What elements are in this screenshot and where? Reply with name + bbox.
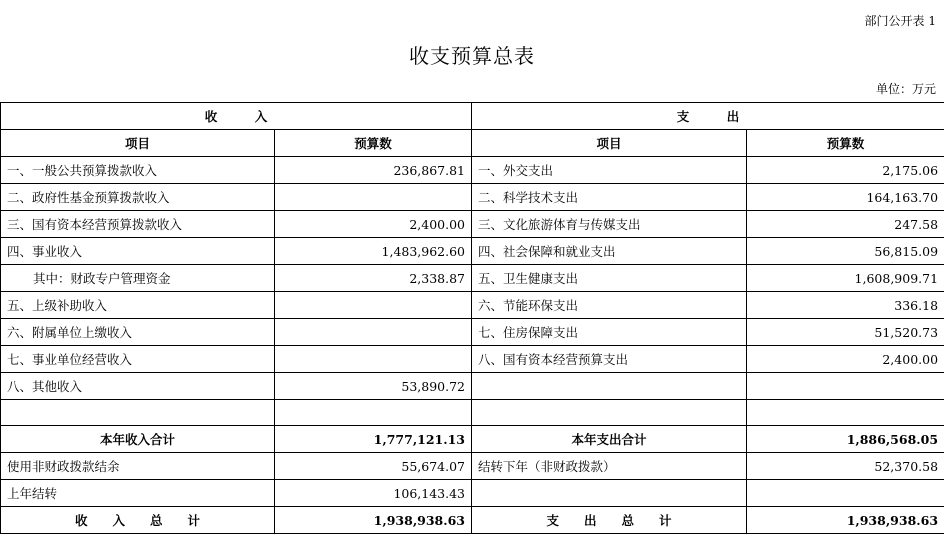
income-item: 七、事业单位经营收入: [1, 346, 275, 373]
table-row: [1, 211, 944, 238]
expense-value: [747, 400, 944, 426]
expense-total-value: 1,938,938.63: [747, 507, 944, 534]
budget-summary-table: [0, 102, 944, 534]
expense-value: 52,370.58: [747, 453, 944, 480]
grand-total-row: [1, 507, 944, 534]
table-row: [1, 453, 944, 480]
expense-value: 2,175.06: [747, 157, 944, 184]
income-value: 53,890.72: [275, 373, 472, 400]
table-row: [1, 373, 944, 400]
section-header-row: [1, 103, 944, 130]
income-value: [275, 184, 472, 211]
table-row: [1, 319, 944, 346]
income-value: 55,674.07: [275, 453, 472, 480]
subtotal-row: [1, 426, 944, 453]
unit-label: 单位：万元: [875, 82, 936, 96]
expense-value: 2,400.00: [747, 346, 944, 373]
income-subtotal-value: 1,777,121.13: [275, 426, 472, 453]
page-title: 收支预算总表: [409, 44, 535, 68]
expense-section-header: 支 出: [472, 103, 944, 130]
income-value: [275, 319, 472, 346]
expense-item: 四、社会保障和就业支出: [472, 238, 747, 265]
table-row: [1, 265, 944, 292]
income-item: 五、上级补助收入: [1, 292, 275, 319]
expense-item: 八、国有资本经营预算支出: [472, 346, 747, 373]
expense-value: [747, 480, 944, 507]
income-item: 四、事业收入: [1, 238, 275, 265]
table-row: [1, 184, 944, 211]
income-item: 一、一般公共预算拨款收入: [1, 157, 275, 184]
table-row: [1, 292, 944, 319]
expense-item: [472, 400, 747, 426]
income-item: 上年结转: [1, 480, 275, 507]
income-item: 三、国有资本经营预算拨款收入: [1, 211, 275, 238]
income-value: [275, 400, 472, 426]
expense-item: [472, 480, 747, 507]
expense-subtotal-label: 本年支出合计: [472, 426, 747, 453]
income-value: 2,400.00: [275, 211, 472, 238]
income-subtotal-label: 本年收入合计: [1, 426, 275, 453]
form-number: 部门公开表 1: [864, 14, 936, 28]
income-value: [275, 346, 472, 373]
income-budget-header: 预算数: [275, 130, 472, 157]
expense-item: 二、科学技术支出: [472, 184, 747, 211]
expense-value: 1,608,909.71: [747, 265, 944, 292]
income-item-sub: 其中：财政专户管理资金: [1, 265, 275, 292]
expense-item: 三、文化旅游体育与传媒支出: [472, 211, 747, 238]
expense-item: 一、外交支出: [472, 157, 747, 184]
table-row: [1, 346, 944, 373]
expense-total-label: 支 出 总 计: [472, 507, 747, 534]
column-header-row: [1, 130, 944, 157]
income-value: 236,867.81: [275, 157, 472, 184]
income-item: 六、附属单位上缴收入: [1, 319, 275, 346]
expense-value: [747, 373, 944, 400]
expense-item-header: 项目: [472, 130, 747, 157]
expense-value: 164,163.70: [747, 184, 944, 211]
income-total-value: 1,938,938.63: [275, 507, 472, 534]
expense-value: 51,520.73: [747, 319, 944, 346]
income-item: 二、政府性基金预算拨款收入: [1, 184, 275, 211]
expense-value: 336.18: [747, 292, 944, 319]
expense-item: [472, 373, 747, 400]
income-item: [1, 400, 275, 426]
income-value: [275, 292, 472, 319]
expense-value: 56,815.09: [747, 238, 944, 265]
income-total-label: 收 入 总 计: [1, 507, 275, 534]
expense-item: 六、节能环保支出: [472, 292, 747, 319]
expense-value: 247.58: [747, 211, 944, 238]
table-row: [1, 400, 944, 426]
table-row: [1, 480, 944, 507]
income-item-header: 项目: [1, 130, 275, 157]
income-value: 106,143.43: [275, 480, 472, 507]
table-row: [1, 157, 944, 184]
income-section-header: 收 入: [1, 103, 472, 130]
expense-subtotal-value: 1,886,568.05: [747, 426, 944, 453]
expense-item: 五、卫生健康支出: [472, 265, 747, 292]
expense-item: 结转下年（非财政拨款）: [472, 453, 747, 480]
income-value: 1,483,962.60: [275, 238, 472, 265]
income-item: 八、其他收入: [1, 373, 275, 400]
table-row: [1, 238, 944, 265]
income-item: 使用非财政拨款结余: [1, 453, 275, 480]
expense-budget-header: 预算数: [747, 130, 944, 157]
expense-item: 七、住房保障支出: [472, 319, 747, 346]
income-value: 2,338.87: [275, 265, 472, 292]
